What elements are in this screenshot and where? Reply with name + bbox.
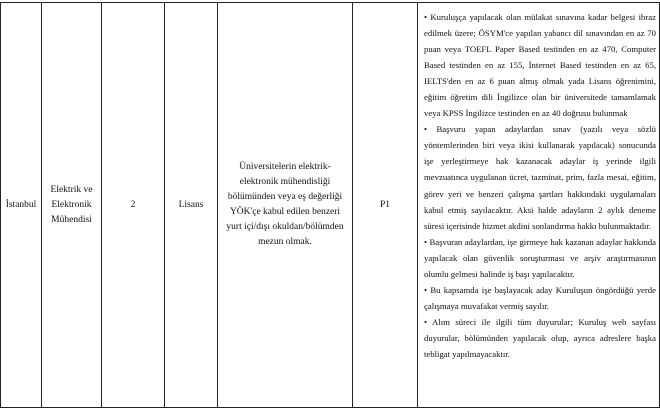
note-paragraph: • Kuruluşça yapılacak olan mülakat sınavına kadar belgesi ibraz edilmek üzere; ÖSYM'ce yapılan yabancı dil sınavından en az 70 puan veya TOEFL Paper Based testinden en az 470, Computer Based testinden en az 155, İnternet Based testinden en az 65, IELTS'den en az 6 puan almış olmak yada Lisans öğrenimini, eğitim öğretim dili İngilizce olan bir üniversitede tamamlamak veya KPSS İngilizce testinden en az 40 doğrusu bulunmak: [424, 12, 656, 119]
city-cell: [0, 2, 41, 408]
count-text: 2: [130, 199, 136, 210]
notes-cell: [417, 2, 660, 408]
city-text: İstanbul: [5, 199, 37, 210]
department-text: Elektrik ve Elektronik Mühendisi: [50, 184, 93, 225]
level-cell: [164, 2, 217, 408]
department-cell: [41, 2, 101, 408]
note-paragraph: • Alım süreci ile ilgili tüm duyurular; Kuruluş web sayfası duyurular, bölümünden yapılacak olup, ayrıca adreslere başka tebligat yapılmayacaktır.: [424, 316, 656, 359]
level-text: Lisans: [178, 199, 204, 210]
qualification-cell: [217, 2, 352, 408]
count-cell: [101, 2, 164, 408]
code-text: P1: [379, 199, 391, 210]
note-paragraph: • Başvuru yapan adaylardan sınav (yazılı veya sözlü yöntemlerinden biri veya ikisi kullanarak yapılacak) sonucunda işe yerleştirmeye hak kazanacak adaylar iş yerinde ilgili mevzuatınca uygulanan ücret, tazminat, prim, fazla mesai, eğitim, görev yeri ve benzeri çalışma şartları hakkındaki uygulamaları kabul etmiş sayılacaktır. Aksi halde adayların 2 aylık deneme süresi içerisinde hizmet akdini sonlandırma hakkı bulunmaktadır.: [424, 124, 656, 231]
code-cell: [352, 2, 417, 408]
qualification-text: Üniversitelerin elektrik-elektronik mühendisliği bölümünden veya eş değerliği YÖK'çe kabul edilen benzeri yurt içi/dışı okuldan/bölümden mezun olmak.: [226, 162, 344, 247]
note-paragraph: • Bu kapsamda işe başlayacak aday Kuruluşun öngördüğü yerde çalışmaya muvafakat vermiş sayılır.: [424, 284, 656, 311]
table-border-bottom: [0, 407, 660, 408]
note-paragraph: • Başvuran adaylardan, işe girmeye hak kazanan adaylar hakkında yapılacak olan güvenlik soruşturması ve arşiv araştırmasının olumlu gelmesi halinde iş başı yapılacaktır.: [424, 236, 656, 279]
